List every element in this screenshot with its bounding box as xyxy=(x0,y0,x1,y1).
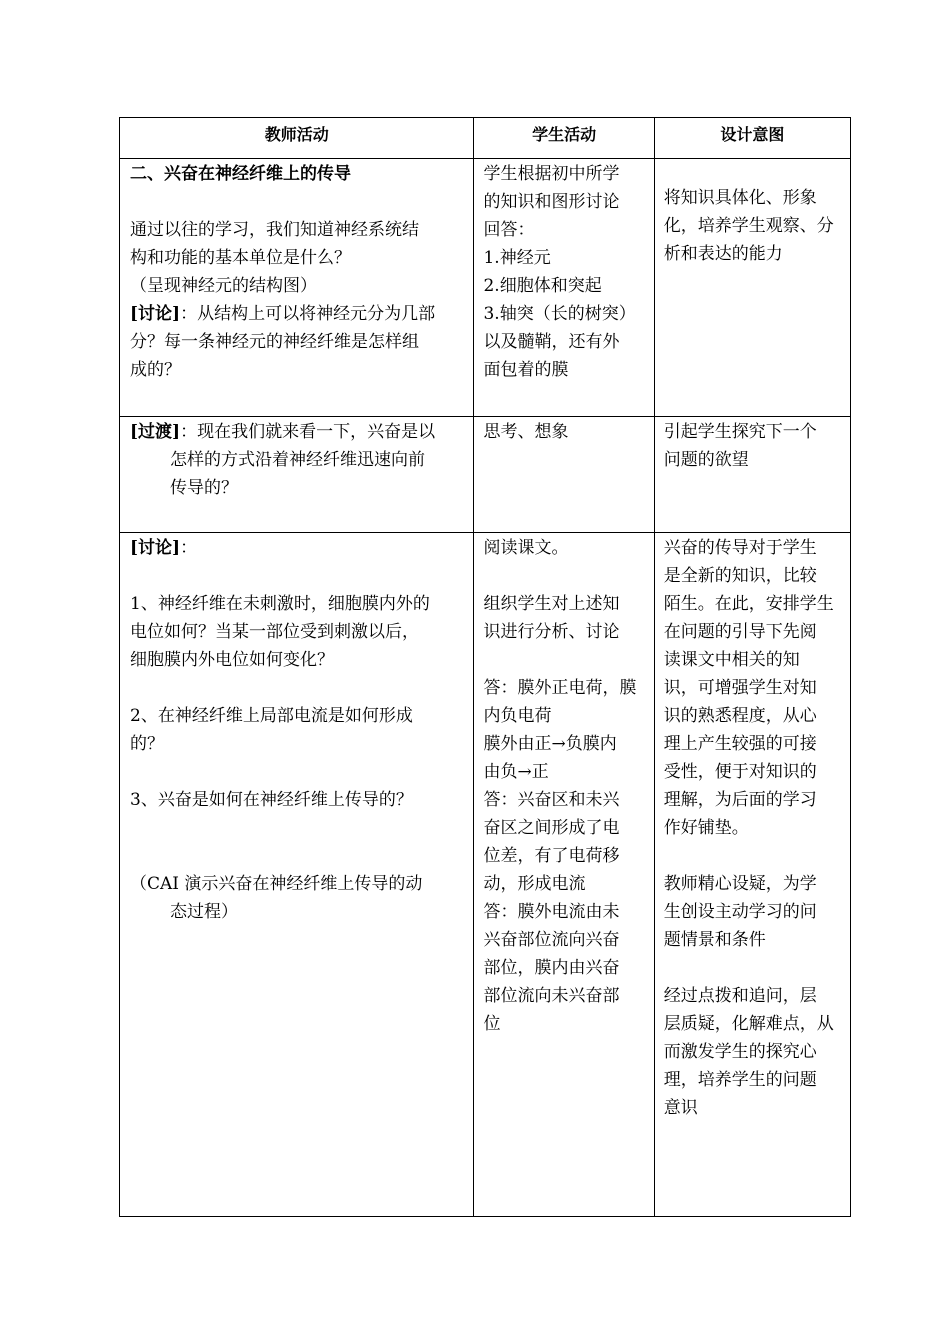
text-line: ：现在我们就来看一下，兴奋是以 xyxy=(180,422,436,442)
text-line: 由负→正 xyxy=(483,762,549,782)
text-line: 面包着的膜 xyxy=(483,360,569,380)
design-cell xyxy=(654,417,850,533)
section-heading: 二、兴奋在神经纤维上的传导 xyxy=(130,164,351,184)
text-line: 位 xyxy=(483,1014,501,1034)
teacher-cell xyxy=(120,159,474,417)
text-line: 电位如何？当某一部位受到刺激以后， xyxy=(130,622,419,642)
teacher-cell xyxy=(120,533,474,1217)
text-line: 的知识和图形讨论 xyxy=(483,192,620,212)
design-cell xyxy=(654,533,850,1217)
text-line: 将知识具体化、形象 xyxy=(663,188,817,208)
text-line: 位差，有了电荷移 xyxy=(483,846,620,866)
text-line: （呈现神经元的结构图） xyxy=(130,276,317,296)
text-line: 答：膜外电流由未 xyxy=(483,902,620,922)
text-line: 构和功能的基本单位是什么？ xyxy=(130,248,351,268)
text-line: 析和表达的能力 xyxy=(663,244,783,264)
text-line: 膜外由正→负膜内 xyxy=(483,734,617,754)
header-design: 设计意图 xyxy=(654,118,850,159)
text-line: 学生根据初中所学 xyxy=(483,164,620,184)
table-row xyxy=(120,417,851,533)
text-line: 回答： xyxy=(483,220,535,240)
header-teacher: 教师活动 xyxy=(120,118,474,159)
text-line: 3、兴奋是如何在神经纤维上传导的？ xyxy=(130,790,413,810)
text-line: 理解，为后面的学习 xyxy=(663,790,817,810)
text-line: 2.细胞体和突起 xyxy=(483,276,602,296)
transition-tag: [过渡] xyxy=(130,422,181,442)
text-line: 细胞膜内外电位如何变化？ xyxy=(130,650,334,670)
text-line: 1、神经纤维在未刺激时，细胞膜内外的 xyxy=(130,594,430,614)
text-line: 阅读课文。 xyxy=(483,538,569,558)
text-line: 生创设主动学习的问 xyxy=(663,902,817,922)
header-row xyxy=(120,118,851,159)
header-student: 学生活动 xyxy=(474,118,654,159)
teacher-cell xyxy=(120,417,474,533)
text-line: 识的熟悉程度，从心 xyxy=(663,706,817,726)
text-line: 是全新的知识，比较 xyxy=(663,566,817,586)
text-line: 以及髓鞘，还有外 xyxy=(483,332,620,352)
text-line: 层质疑，化解难点，从 xyxy=(663,1014,834,1034)
text-line: 传导的？ xyxy=(170,478,238,498)
text-line: 内负电荷 xyxy=(483,706,552,726)
text-line: 在问题的引导下先阅 xyxy=(663,622,817,642)
text-line: 兴奋的传导对于学生 xyxy=(663,538,817,558)
text-line: 成的？ xyxy=(130,360,181,380)
student-cell xyxy=(474,159,654,417)
student-cell xyxy=(474,417,654,533)
discuss-tag: [讨论] xyxy=(130,538,181,558)
text-line: 2、在神经纤维上局部电流是如何形成 xyxy=(130,706,413,726)
text-line: 1.神经元 xyxy=(483,248,551,268)
text-line: 意识 xyxy=(663,1098,698,1118)
text-line: 怎样的方式沿着神经纤维迅速向前 xyxy=(170,450,425,470)
text-line: 理，培养学生的问题 xyxy=(663,1070,817,1090)
text-line: 的？ xyxy=(130,734,164,754)
table-row xyxy=(120,159,851,417)
text-line: 分？每一条神经元的神经纤维是怎样组 xyxy=(130,332,419,352)
text-line: 答：兴奋区和未兴 xyxy=(483,790,620,810)
text-line: 读课文中相关的知 xyxy=(663,650,800,670)
text-line: 答：膜外正电荷，膜 xyxy=(483,678,637,698)
text-line: 思考、想象 xyxy=(483,422,569,442)
text-line: 经过点拨和追问，层 xyxy=(663,986,817,1006)
text-line: 而激发学生的探究心 xyxy=(663,1042,817,1062)
text-line: 识进行分析、讨论 xyxy=(483,622,620,642)
text-line: 识，可增强学生对知 xyxy=(663,678,817,698)
discuss-tag: [讨论] xyxy=(130,304,181,324)
text-line: 部位，膜内由兴奋 xyxy=(483,958,620,978)
text-line: 组织学生对上述知 xyxy=(483,594,620,614)
text-line: 引起学生探究下一个 xyxy=(663,422,817,442)
text-line: 奋区之间形成了电 xyxy=(483,818,620,838)
text-line: 部位流向未兴奋部 xyxy=(483,986,620,1006)
text-line: （CAI 演示兴奋在神经纤维上传导的动 xyxy=(130,874,423,894)
text-line: 动，形成电流 xyxy=(483,874,586,894)
text-line: 理上产生较强的可接 xyxy=(663,734,817,754)
text-line: ：从结构上可以将神经元分为几部 xyxy=(180,304,436,324)
text-line: 教师精心设疑，为学 xyxy=(663,874,817,894)
text-line: ： xyxy=(180,538,198,558)
text-line: 陌生。在此，安排学生 xyxy=(663,594,834,614)
table-row xyxy=(120,533,851,1217)
text-line: 作好铺垫。 xyxy=(663,818,749,838)
design-cell xyxy=(654,159,850,417)
text-line: 题情景和条件 xyxy=(663,930,766,950)
text-line: 受性，便于对知识的 xyxy=(663,762,817,782)
text-line: 问题的欲望 xyxy=(663,450,749,470)
lesson-plan-table xyxy=(119,117,851,1217)
text-line: 兴奋部位流向兴奋 xyxy=(483,930,620,950)
text-line: 化，培养学生观察、分 xyxy=(663,216,834,236)
student-cell xyxy=(474,533,654,1217)
text-line: 通过以往的学习，我们知道神经系统结 xyxy=(130,220,419,240)
text-line: 态过程） xyxy=(170,902,238,922)
text-line: 3.轴突（长的树突） xyxy=(483,304,636,324)
